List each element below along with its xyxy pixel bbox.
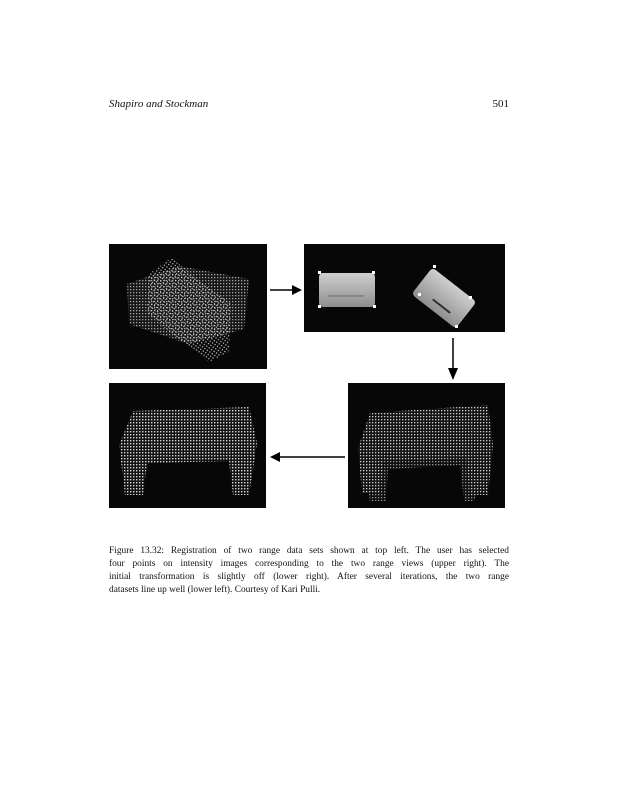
running-head-authors: Shapiro and Stockman [109, 98, 209, 110]
caption-line: Figure 13.32: Registration of two range data sets shown at top left. The user has selected [109, 546, 509, 556]
figure-caption [109, 545, 509, 597]
initial-transformation-image [348, 383, 505, 508]
caption-line: initial transformation is slightly off (lower right). After several iterations, the two range [109, 572, 509, 582]
arrow-down-icon [447, 338, 459, 380]
page-number: 501 [492, 98, 509, 110]
intensity-images-selected-points [304, 244, 505, 332]
caption-line: datasets line up well (lower left). Courtesy of Kari Pulli. [109, 585, 321, 595]
registered-datasets-image [109, 383, 266, 508]
running-head [109, 98, 509, 114]
arrow-right-icon [270, 284, 302, 296]
arrow-left-icon [270, 451, 345, 463]
range-datasets-unregistered-image [109, 244, 267, 369]
caption-line: four points on intensity images corresponding to the two range views (upper right). The [109, 559, 509, 569]
